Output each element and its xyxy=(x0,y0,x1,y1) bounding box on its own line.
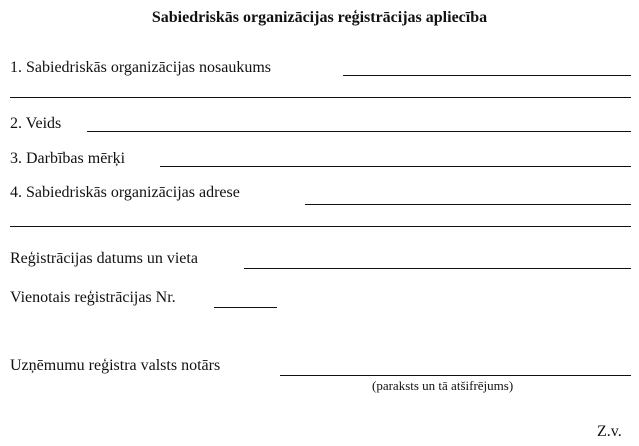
field-name-continuation-line xyxy=(10,97,631,98)
field-address-continuation-line xyxy=(10,226,631,227)
document-title: Sabiedriskās organizācijas reģistrācijas apliecība xyxy=(151,9,488,26)
field-goals-line xyxy=(160,166,631,167)
registration-number-label: Vienotais reģistrācijas Nr. xyxy=(10,289,176,306)
registration-date-line xyxy=(244,268,631,269)
registration-number-line xyxy=(214,307,277,308)
registration-date-label: Reģistrācijas datums un vieta xyxy=(10,250,198,267)
field-type-line xyxy=(87,131,631,132)
field-type-label: 2. Veids xyxy=(10,115,62,132)
field-address-line xyxy=(305,204,631,205)
notary-signature-line xyxy=(280,375,631,376)
signature-caption: (paraksts un tā atšifrējums) xyxy=(372,378,514,393)
field-address-label: 4. Sabiedriskās organizācijas adrese xyxy=(10,184,240,201)
field-name-label: 1. Sabiedriskās organizācijas nosaukums xyxy=(10,59,271,76)
field-name-line xyxy=(343,75,631,76)
notary-label: Uzņēmumu reģistra valsts notārs xyxy=(10,357,221,374)
stamp-mark: Z.v. xyxy=(597,423,622,440)
field-goals-label: 3. Darbības mērķi xyxy=(10,150,126,167)
